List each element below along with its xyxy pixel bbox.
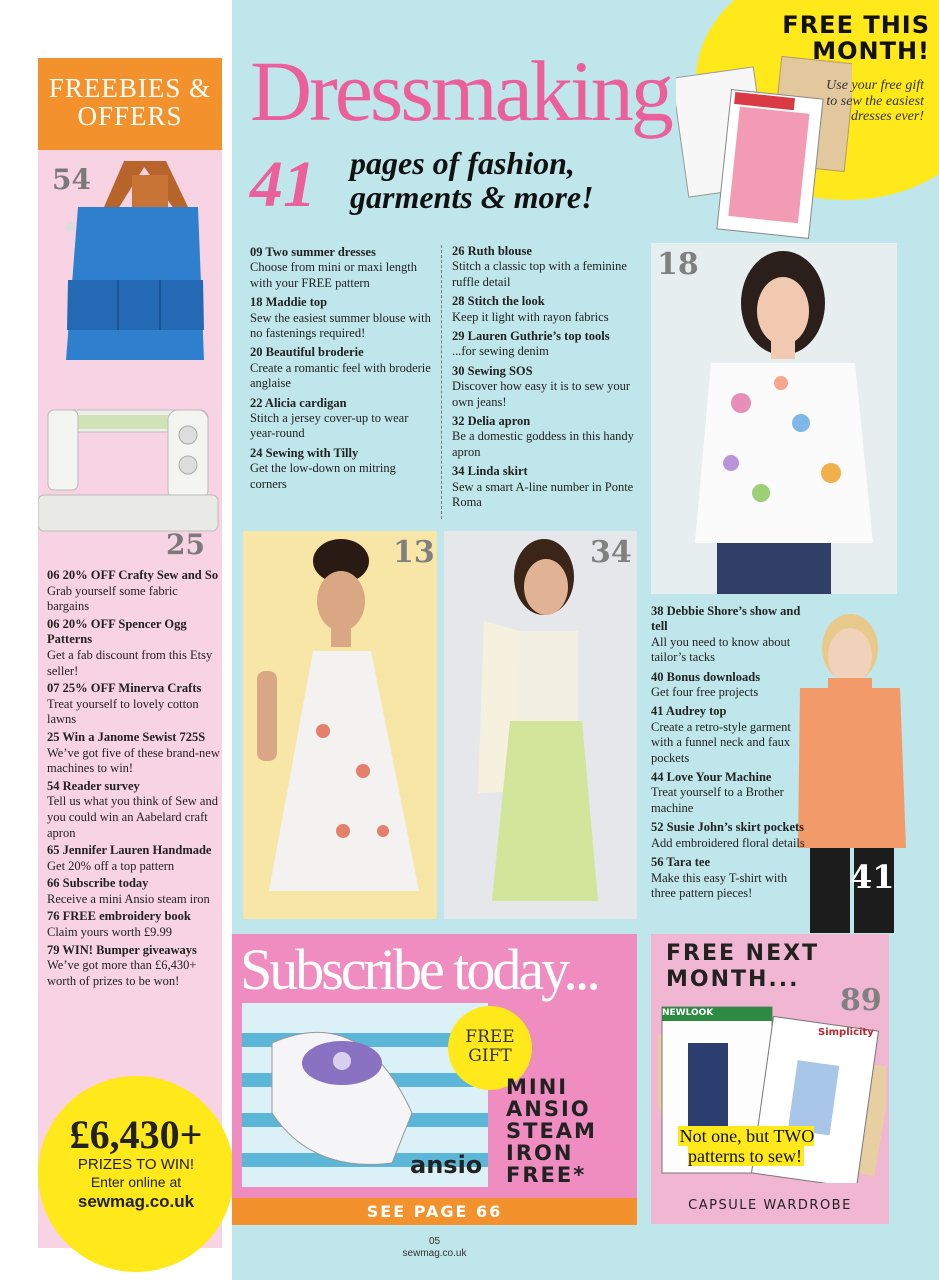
item-title: 76 FREE embroidery book [47, 909, 191, 924]
item-desc: Create a romantic feel with broderie anglaise [250, 360, 431, 391]
item-desc: Be a domestic goddess in this handy apron [452, 429, 634, 459]
item-title: 18 Maddie top [250, 295, 328, 310]
free-this-month-heading: FREE THIS MONTH! [782, 11, 930, 65]
item-title: 66 Subscribe today [47, 876, 149, 891]
page-number-13: 13 [393, 535, 435, 570]
list-item [47, 617, 222, 679]
item-title: 06 20% OFF Crafty Sew and So [47, 568, 219, 582]
list-item [250, 396, 435, 442]
item-title: 79 WIN! Bumper giveaways [47, 942, 197, 957]
item-desc: Get 20% off a top pattern [47, 858, 175, 873]
list-item [47, 779, 222, 841]
item-title: 28 Stitch the look [452, 294, 545, 309]
item-title: 38 Debbie Shore’s show and tell [651, 604, 801, 634]
contents-column-1 [250, 245, 435, 496]
item-desc: Claim yours worth £9.99 [47, 925, 172, 940]
contents-column-2 [452, 244, 637, 515]
list-item [452, 244, 637, 290]
woman-skirt-illustration [444, 531, 637, 919]
list-item [452, 329, 637, 360]
photo-floral-top [651, 243, 897, 594]
list-item [651, 704, 811, 766]
footer-url: sewmag.co.uk [402, 1248, 467, 1259]
newlook-logo: NEWLOOK [662, 1008, 714, 1018]
list-item [250, 446, 435, 492]
item-desc: Get a fab discount from this Etsy seller! [47, 647, 213, 678]
item-desc: Make this easy T-shirt with three pattern pieces! [651, 870, 788, 900]
item-title: 34 Linda skirt [452, 464, 528, 479]
item-title: 29 Lauren Guthrie’s top tools [452, 329, 610, 344]
prize-url: sewmag.co.uk [77, 1192, 195, 1211]
list-item [452, 294, 637, 325]
item-title: 52 Susie John’s skirt pockets [651, 820, 805, 835]
item-desc: We’ve got five of these brand-new machines to win! [47, 745, 220, 776]
item-title: 25 Win a Janome Sewist 725S [47, 729, 206, 744]
list-item [250, 295, 435, 341]
page-footer [232, 1236, 637, 1260]
list-item [452, 364, 637, 410]
photo-halter-dress [243, 531, 437, 919]
ansio-logo: ansio [410, 1151, 483, 1179]
list-item [47, 909, 222, 940]
list-item [47, 843, 222, 874]
item-desc: Add embroidered floral details [651, 835, 805, 850]
column-divider [441, 245, 442, 519]
page-number-18: 18 [657, 247, 699, 282]
prize-enter: Enter online at [90, 1174, 182, 1190]
list-item [651, 770, 811, 816]
list-item [47, 730, 222, 777]
item-title: 44 Love Your Machine [651, 770, 772, 785]
item-title: 20 Beautiful broderie [250, 345, 364, 360]
item-title: 40 Bonus downloads [651, 669, 761, 684]
list-item [651, 604, 811, 666]
item-desc: We’ve got more than £6,430+ worth of prizes to be won! [47, 958, 197, 988]
list-item [250, 245, 435, 291]
prize-badge [38, 1076, 234, 1272]
woman-floral-top-illustration [651, 243, 897, 594]
list-item [47, 681, 222, 728]
callout-text: Not one, but TWO patterns to sew! [679, 1126, 815, 1166]
page-number-34: 34 [590, 535, 632, 570]
apron-image [48, 155, 218, 370]
simplicity-logo: Simplicity [818, 1027, 874, 1038]
item-title: 09 Two summer dresses [250, 245, 376, 259]
item-desc: Stitch a jersey cover-up to wear year-round [250, 411, 409, 441]
woman-halter-dress-illustration [243, 531, 437, 919]
sewing-machine-image [38, 385, 222, 543]
item-desc: Sew a smart A-line number in Ponte Roma [452, 479, 634, 510]
list-item [651, 855, 811, 901]
item-desc: Discover how easy it is to sew your own jeans! [452, 379, 631, 409]
prize-line: PRIZES TO WIN! [77, 1156, 195, 1173]
page-title: Dressmaking [250, 43, 671, 139]
item-desc: ...for sewing denim [452, 344, 549, 359]
list-item [651, 670, 811, 701]
item-desc: Keep it light with rayon fabrics [452, 309, 609, 324]
page-number-25: 25 [166, 528, 205, 561]
subscribe-title: Subscribe today... [240, 937, 598, 1002]
item-desc: Stitch a classic top with a feminine ruffle detail [452, 259, 627, 289]
photo-a-line-skirt [444, 531, 637, 919]
free-next-month-heading: FREE NEXT MONTH... [666, 941, 820, 992]
page-number-89: 89 [840, 983, 882, 1018]
list-item [250, 345, 435, 391]
item-desc: Get four free projects [651, 685, 759, 700]
item-title: 41 Audrey top [651, 704, 727, 719]
item-desc: All you need to know about tailor’s tacks [651, 634, 791, 665]
list-item [47, 568, 222, 615]
item-title: 32 Delia apron [452, 414, 531, 429]
free-gift-badge: FREE GIFT [448, 1006, 532, 1090]
item-title: 54 Reader survey [47, 778, 140, 793]
footer-page-number: 05 [428, 1236, 441, 1247]
item-desc: Create a retro-style garment with a funnel neck and faux pockets [651, 719, 791, 765]
item-desc: Receive a mini Ansio steam iron [47, 891, 210, 906]
item-title: 07 25% OFF Minerva Crafts [47, 681, 202, 696]
freebies-header: FREEBIES & OFFERS [38, 58, 222, 150]
item-title: 65 Jennifer Lauren Handmade [47, 843, 212, 858]
page-number-54: 54 [52, 163, 91, 196]
list-item [452, 414, 637, 460]
item-desc: Treat yourself to a Brother machine [651, 785, 784, 815]
item-desc: Tell us what you think of Sew and you could win an Aabelard craft apron [47, 794, 218, 840]
list-item [47, 943, 222, 990]
item-desc: Treat yourself to lovely cotton lawns [47, 696, 199, 727]
capsule-wardrobe-label: CAPSULE WARDROBE [688, 1198, 852, 1213]
prize-amount: £6,430+ [69, 1112, 203, 1157]
see-page-66: SEE PAGE 66 [232, 1198, 637, 1225]
page-count: 41 [250, 148, 316, 221]
contents-column-3 [651, 604, 811, 905]
item-title: 06 20% OFF Spencer Ogg Patterns [47, 616, 187, 647]
item-title: 24 Sewing with Tilly [250, 445, 359, 460]
freebies-list [47, 568, 222, 991]
list-item [651, 820, 811, 851]
two-patterns-callout [676, 1126, 816, 1166]
item-desc: Grab yourself some fabric bargains [47, 583, 178, 614]
page-subtitle: pages of fashion, garments & more! [350, 145, 594, 215]
list-item [452, 464, 637, 510]
item-title: 56 Tara tee [651, 855, 711, 870]
mini-iron-text: MINI ANSIO STEAM IRON FREE* [506, 1075, 597, 1187]
item-desc: Get the low-down on mitring corners [250, 461, 396, 491]
item-title: 22 Alicia cardigan [250, 395, 347, 410]
item-title: 30 Sewing SOS [452, 363, 533, 378]
page-number-41: 41 [850, 858, 895, 896]
item-desc: Choose from mini or maxi length with your FREE pattern [250, 260, 417, 290]
item-title: 26 Ruth blouse [452, 244, 532, 258]
free-this-month-text: Use your free gift to sew the easiest dresses ever! [826, 78, 924, 124]
item-desc: Sew the easiest summer blouse with no fastenings required! [250, 310, 431, 341]
list-item [47, 876, 222, 907]
